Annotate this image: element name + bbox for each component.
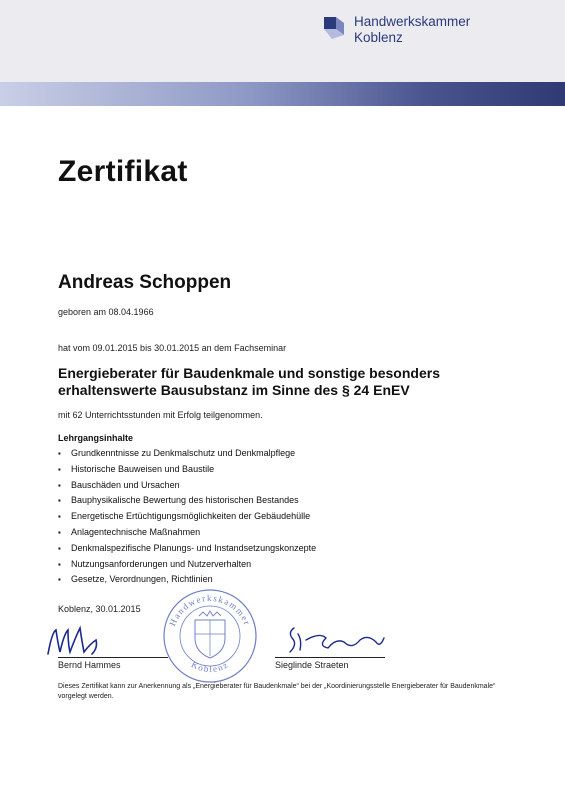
seminar-title [58, 365, 528, 399]
list-item-label: Bauschäden und Ursachen [71, 479, 180, 490]
list-item-label: Historische Bauweisen und Baustile [71, 463, 215, 474]
bullet-icon: ▪ [58, 559, 61, 569]
official-stamp [155, 586, 265, 686]
organization-name-line1: Handwerkskammer [354, 14, 471, 29]
result-text: mit 62 Unterrichtsstunden mit Erfolg teilgenommen. [58, 410, 263, 420]
bullet-icon: ▪ [58, 543, 61, 553]
footer-note: Dieses Zertifikat kann zur Anerkennung als „Energieberater für Baudenkmale“ bei der „Koordinierungsstelle Energieberater für Baudenkmale“ vorgelegt werden. [58, 683, 496, 700]
organization-name [354, 14, 470, 46]
list-item [58, 478, 316, 494]
bullet-icon: ▪ [58, 527, 61, 537]
signature-left [40, 622, 130, 662]
contents-list [58, 446, 316, 588]
list-item-label: Grundkenntnisse zu Denkmalschutz und Denkmalpflege [71, 448, 296, 458]
svg-text:Koblenz: Koblenz [189, 659, 231, 675]
seminar-title-line1: Energieberater für Baudenkmale und sonstige besonders [58, 365, 440, 381]
list-item [58, 557, 316, 573]
list-item [58, 509, 316, 525]
bullet-icon: ▪ [58, 512, 61, 522]
list-item-label: Nutzungsanforderungen und Nutzerverhalten [71, 558, 252, 569]
signature-right [280, 620, 390, 662]
signatory-right: Sieglinde Straeten [275, 660, 349, 670]
list-item-label: Bauphysikalische Bewertung des historischen Bestandes [71, 495, 299, 506]
list-item [58, 493, 316, 509]
signature-line-right [275, 657, 385, 658]
list-item-label: Energetische Ertüchtigungsmöglichkeiten der Gebäudehülle [71, 511, 311, 522]
list-item-label: Gesetze, Verordnungen, Richtlinien [71, 574, 213, 585]
attendance-text: hat vom 09.01.2015 bis 30.01.2015 an dem Fachseminar [58, 343, 287, 353]
signatory-left: Bernd Hammes [58, 660, 121, 670]
bullet-icon: ▪ [58, 575, 61, 585]
bullet-icon: ▪ [58, 480, 61, 490]
bullet-icon: ▪ [58, 449, 61, 458]
svg-text:Handwerkskammer: Handwerkskammer [167, 592, 253, 628]
bullet-icon: ▪ [58, 464, 61, 474]
list-item [58, 541, 316, 557]
header-blue-stripe [0, 82, 565, 106]
certificate-title: Zertifikat [58, 155, 188, 188]
seminar-title-line2: erhaltenswerte Bausubstanz im Sinne des § 24 EnEV [58, 382, 410, 398]
chamber-logo-icon [322, 15, 346, 41]
list-item [58, 462, 316, 478]
birth-date: geboren am 08.04.1966 [58, 307, 154, 317]
list-item-label: Anlagentechnische Maßnahmen [71, 526, 201, 537]
list-item [58, 446, 316, 462]
list-item-label: Denkmalspezifische Planungs- und Instandsetzungskonzepte [71, 542, 317, 553]
recipient-name: Andreas Schoppen [58, 272, 232, 293]
bullet-icon: ▪ [58, 496, 61, 506]
list-item [58, 525, 316, 541]
place-date: Koblenz, 30.01.2015 [58, 604, 141, 614]
header-band [0, 0, 565, 82]
contents-heading: Lehrgangsinhalte [58, 433, 134, 443]
signature-line-left [58, 657, 168, 658]
organization-name-line2: Koblenz [354, 30, 403, 45]
